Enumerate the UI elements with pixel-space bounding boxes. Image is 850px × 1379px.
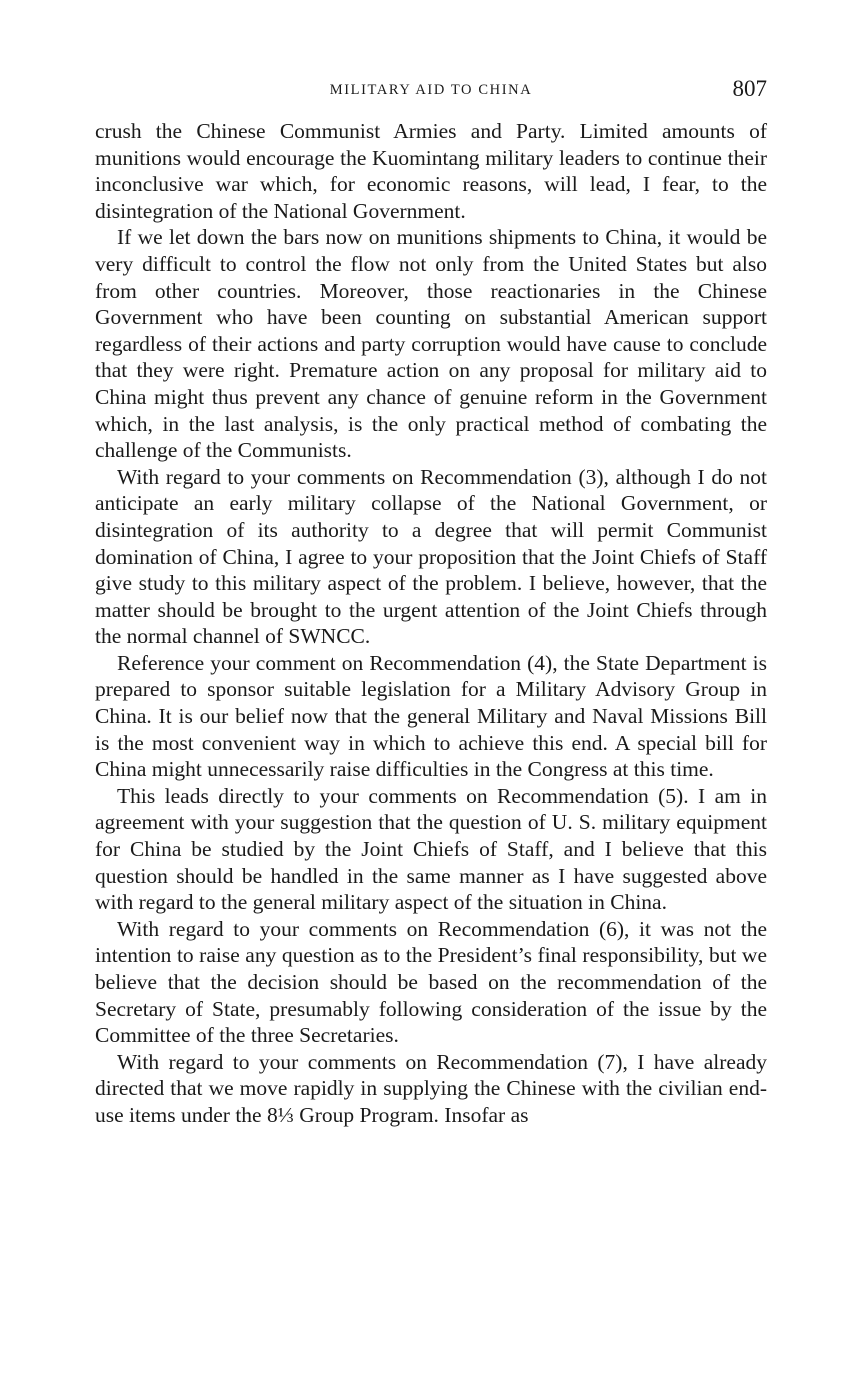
paragraph-recommendation-3: With regard to your comments on Recommendation (3), although I do not anticipate an early military collapse of the National Government, or disintegration of its authority to a degree that will permit Communist domination of China, I agree to your proposition that the Joint Chiefs of Staff give study to this military aspect of the problem. I believe, however, that the matter should be brought to the urgent attention of the Joint Chiefs through the normal channel of SWNCC. xyxy=(95,464,767,649)
paragraph-continued: crush the Chinese Communist Armies and Party. Limited amounts of munitions would encourage the Kuomintang military leaders to continue their inconclusive war which, for economic reasons, will lead, I fear, to the disintegration of the National Government. xyxy=(95,119,767,223)
paragraph-munitions: If we let down the bars now on munitions shipments to China, it would be very difficult to control the flow not only from the United States but also from other countries. Moreover, those reactionaries in the Chinese Government who have been counting on substantial American support regardless of their actions and party corruption would have cause to conclude that they were right. Premature action on any proposal for military aid to China might thus prevent any chance of genuine reform in the Government which, in the last analysis, is the only practical method of combating the challenge of the Communists. xyxy=(95,225,767,463)
paragraph-recommendation-4: Reference your comment on Recommendation (4), the State Department is prepared to sponsor suitable legislation for a Military Advisory Group in China. It is our belief now that the general Military and Naval Missions Bill is the most convenient way in which to achieve this end. A special bill for China might unnecessarily raise difficulties in the Congress at this time. xyxy=(95,650,767,782)
page-number: 807 xyxy=(732,76,767,101)
paragraph-recommendation-7: With regard to your comments on Recommendation (7), I have already directed that we move rapidly in supplying the Chinese with the civilian end-use items under the 8⅓ Group Program. Insofar as xyxy=(95,1049,767,1127)
paragraph-recommendation-6: With regard to your comments on Recommendation (6), it was not the intention to raise any question as to the President’s final responsibility, but we believe that the decision should be based on the recommendation of the Secretary of State, presumably following consideration of the issue by the Committee of the three Secretaries. xyxy=(95,916,767,1048)
running-title: MILITARY AID TO CHINA xyxy=(329,82,533,98)
body-text xyxy=(95,118,767,1129)
paragraph-recommendation-5: This leads directly to your comments on Recommendation (5). I am in agreement with your suggestion that the question of U. S. military equipment for China be studied by the Joint Chiefs of Staff, and I believe that this question should be handled in the same manner as I have suggested above with regard to the general military aspect of the situation in China. xyxy=(95,783,767,915)
running-head xyxy=(95,76,767,106)
